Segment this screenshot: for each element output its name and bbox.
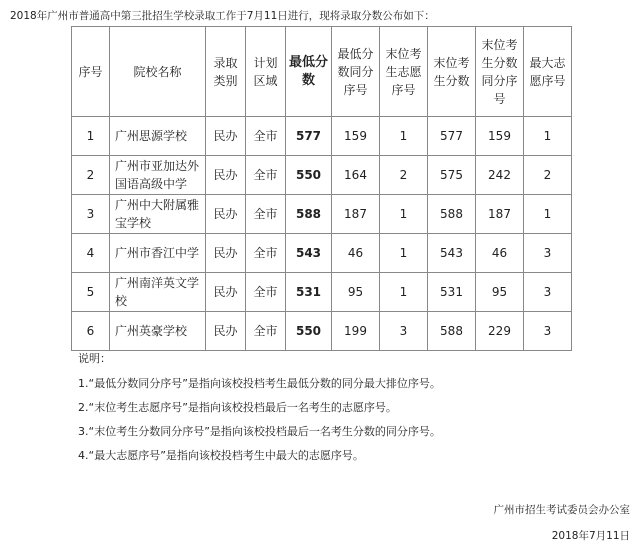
cell-min-score: 577 <box>286 117 332 156</box>
cell-school-name: 广州市亚加达外国语高级中学 <box>110 156 206 195</box>
header-last-score: 末位考生分数 <box>428 27 476 117</box>
cell-last-score: 588 <box>428 195 476 234</box>
cell-index: 3 <box>72 195 110 234</box>
header-area: 计划区域 <box>246 27 286 117</box>
cell-category: 民办 <box>206 312 246 351</box>
header-min-score: 最低分数 <box>286 27 332 117</box>
header-min-score-rank: 最低分数同分序号 <box>332 27 380 117</box>
cell-school-name: 广州南洋英文学校 <box>110 273 206 312</box>
cell-last-score: 531 <box>428 273 476 312</box>
cell-last-score-rank: 242 <box>476 156 524 195</box>
cell-index: 1 <box>72 117 110 156</box>
cell-min-score: 550 <box>286 156 332 195</box>
cell-max-choice: 3 <box>524 234 572 273</box>
cell-area: 全市 <box>246 117 286 156</box>
table-header-row <box>72 27 572 117</box>
cell-max-choice: 3 <box>524 312 572 351</box>
cell-last-choice: 1 <box>380 117 428 156</box>
cell-min-score-rank: 159 <box>332 117 380 156</box>
cell-last-choice: 3 <box>380 312 428 351</box>
cell-last-choice: 1 <box>380 195 428 234</box>
cell-min-score-rank: 199 <box>332 312 380 351</box>
cell-index: 6 <box>72 312 110 351</box>
cell-category: 民办 <box>206 273 246 312</box>
cell-min-score: 531 <box>286 273 332 312</box>
cell-last-score-rank: 46 <box>476 234 524 273</box>
cell-min-score-rank: 46 <box>332 234 380 273</box>
cell-min-score: 550 <box>286 312 332 351</box>
cell-last-score: 543 <box>428 234 476 273</box>
cell-last-score-rank: 229 <box>476 312 524 351</box>
header-category: 录取类别 <box>206 27 246 117</box>
cell-last-score-rank: 187 <box>476 195 524 234</box>
cell-min-score-rank: 95 <box>332 273 380 312</box>
cell-category: 民办 <box>206 195 246 234</box>
header-last-score-rank: 末位考生分数同分序号 <box>476 27 524 117</box>
header-school-name: 院校名称 <box>110 27 206 117</box>
note-item: 1.“最低分数同分序号”是指向该校投档考生最低分数的同分最大排位序号。 <box>78 377 441 390</box>
cell-last-choice: 1 <box>380 234 428 273</box>
table-row <box>72 312 572 351</box>
cell-min-score-rank: 164 <box>332 156 380 195</box>
notes-title: 说明： <box>78 352 111 365</box>
cell-last-score: 575 <box>428 156 476 195</box>
cell-school-name: 广州思源学校 <box>110 117 206 156</box>
cell-last-score-rank: 95 <box>476 273 524 312</box>
notes-section <box>78 350 628 472</box>
cell-category: 民办 <box>206 117 246 156</box>
cell-area: 全市 <box>246 234 286 273</box>
cell-index: 5 <box>72 273 110 312</box>
cell-last-score-rank: 159 <box>476 117 524 156</box>
note-item: 4.“最大志愿序号”是指向该校投档考生中最大的志愿序号。 <box>78 449 364 462</box>
cell-max-choice: 3 <box>524 273 572 312</box>
cell-last-score: 588 <box>428 312 476 351</box>
cell-school-name: 广州中大附属雅宝学校 <box>110 195 206 234</box>
cell-category: 民办 <box>206 234 246 273</box>
cell-max-choice: 1 <box>524 117 572 156</box>
header-max-choice: 最大志愿序号 <box>524 27 572 117</box>
signature-org: 广州市招生考试委员会办公室 <box>493 504 630 516</box>
header-index: 序号 <box>72 27 110 117</box>
table-row <box>72 273 572 312</box>
cell-area: 全市 <box>246 195 286 234</box>
cell-min-score-rank: 187 <box>332 195 380 234</box>
table-row <box>72 117 572 156</box>
cell-category: 民办 <box>206 156 246 195</box>
note-item: 3.“末位考生分数同分序号”是指向该校投档最后一名考生分数的同分序号。 <box>78 425 441 438</box>
cell-min-score: 543 <box>286 234 332 273</box>
cell-last-choice: 1 <box>380 273 428 312</box>
cell-area: 全市 <box>246 312 286 351</box>
cell-index: 2 <box>72 156 110 195</box>
intro-text: 2018年广州市普通高中第三批招生学校录取工作于7月11日进行，现将录取分数公布如下： <box>10 10 435 22</box>
cell-max-choice: 1 <box>524 195 572 234</box>
cell-last-score: 577 <box>428 117 476 156</box>
table-row <box>72 195 572 234</box>
cell-school-name: 广州英豪学校 <box>110 312 206 351</box>
table-row <box>72 234 572 273</box>
note-item: 2.“末位考生志愿序号”是指向该校投档最后一名考生的志愿序号。 <box>78 401 397 414</box>
cell-index: 4 <box>72 234 110 273</box>
admission-table <box>71 26 572 351</box>
table-row <box>72 156 572 195</box>
cell-last-choice: 2 <box>380 156 428 195</box>
cell-area: 全市 <box>246 273 286 312</box>
cell-school-name: 广州市香江中学 <box>110 234 206 273</box>
cell-max-choice: 2 <box>524 156 572 195</box>
header-last-choice: 末位考生志愿序号 <box>380 27 428 117</box>
cell-area: 全市 <box>246 156 286 195</box>
signature-date: 2018年7月11日 <box>551 530 630 542</box>
cell-min-score: 588 <box>286 195 332 234</box>
